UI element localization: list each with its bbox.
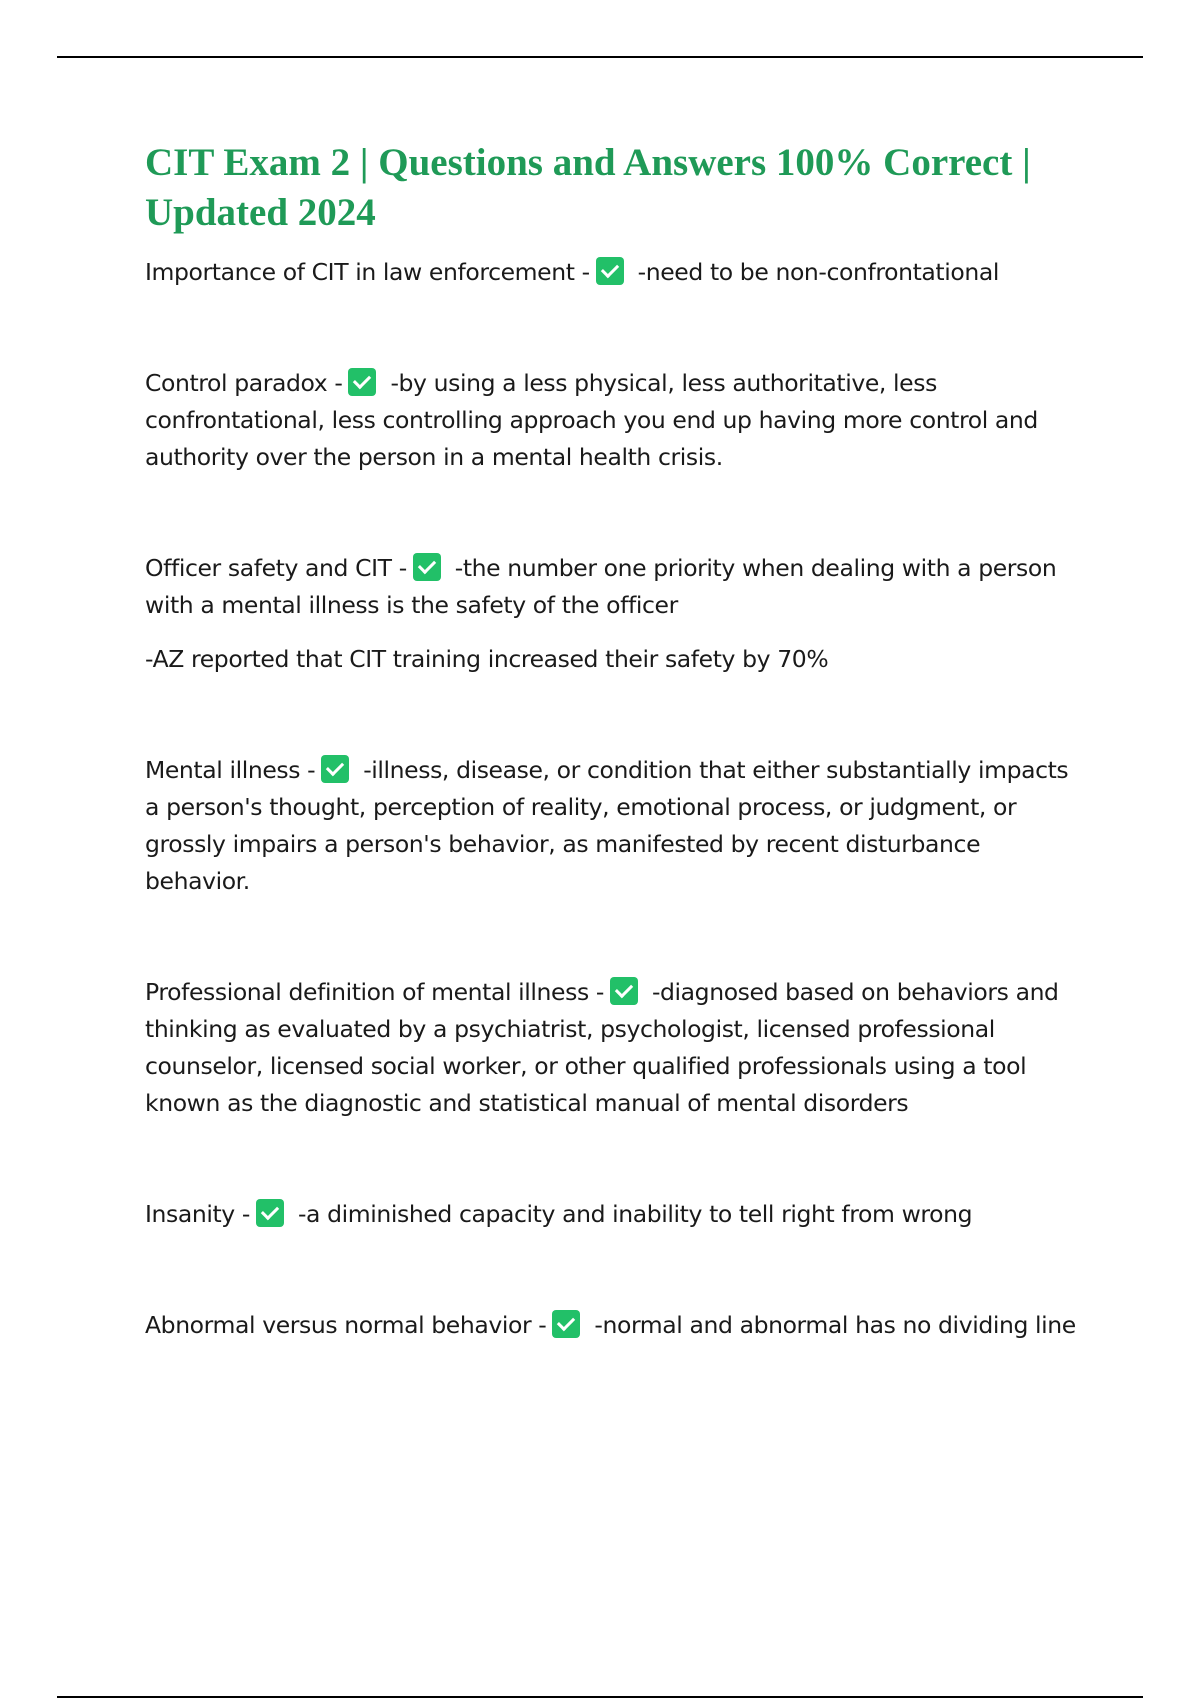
qa-text (145, 1196, 1085, 1233)
question-term: Professional definition of mental illness - (145, 978, 604, 1006)
qa-entry (145, 1307, 1085, 1344)
top-divider (57, 56, 1143, 58)
qa-entry (145, 365, 1085, 476)
answer-text: -the number one priority when dealing with a person with a mental illness is the safety of the officer (145, 554, 1057, 619)
qa-text (145, 752, 1085, 900)
answer-extra-text: -AZ reported that CIT training increased their safety by 70% (145, 645, 829, 673)
check-box-icon (256, 1199, 284, 1227)
qa-text (145, 550, 1085, 624)
answer-text: -by using a less physical, less authoritative, less confrontational, less controlling approach you end up having more control and authority over the person in a mental health crisis. (145, 369, 1038, 471)
question-term: Officer safety and CIT - (145, 554, 407, 582)
check-box-icon (596, 257, 624, 285)
question-term: Abnormal versus normal behavior - (145, 1311, 547, 1339)
question-term: Insanity - (145, 1200, 250, 1228)
qa-entry (145, 752, 1085, 900)
document-body (145, 138, 1085, 1344)
question-term: Importance of CIT in law enforcement - (145, 258, 590, 286)
answer-text: -need to be non-confrontational (637, 258, 999, 286)
check-box-icon (610, 977, 638, 1005)
document-title: CIT Exam 2 | Questions and Answers 100% Correct | Updated 2024 (145, 141, 1031, 234)
qa-text (145, 1307, 1085, 1344)
answer-text: -diagnosed based on behaviors and thinking as evaluated by a psychiatrist, psychologist, licensed professional counselor, licensed social worker, or other qualified professionals using a tool known as the diagnostic and statistical manual of mental disorders (145, 978, 1059, 1117)
qa-text (145, 254, 1085, 291)
answer-text: -a diminished capacity and inability to tell right from wrong (297, 1200, 973, 1228)
bottom-divider (57, 1696, 1143, 1698)
answer-text: -illness, disease, or condition that either substantially impacts a person's thought, perception of reality, emotional process, or judgment, or grossly impairs a person's behavior, as manifested by recent disturbance behavior. (145, 756, 1069, 895)
qa-text (145, 365, 1085, 476)
check-box-icon (413, 553, 441, 581)
check-box-icon (321, 755, 349, 783)
qa-entry (145, 550, 1085, 678)
qa-text (145, 974, 1085, 1122)
qa-entry (145, 1196, 1085, 1233)
check-box-icon (348, 368, 376, 396)
qa-entry (145, 254, 1085, 291)
question-term: Mental illness - (145, 756, 316, 784)
qa-entry (145, 974, 1085, 1122)
answer-text: -normal and abnormal has no dividing line (594, 1311, 1076, 1339)
question-term: Control paradox - (145, 369, 343, 397)
check-box-icon (552, 1310, 580, 1338)
